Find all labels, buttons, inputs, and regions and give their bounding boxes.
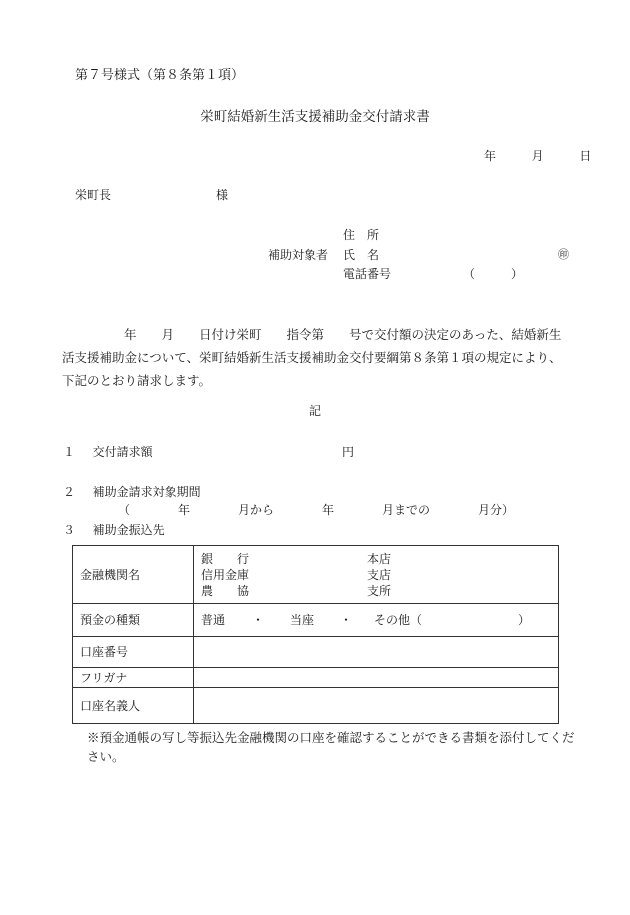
deposit-ordinary: 普通 (201, 613, 226, 627)
deposit-other: その他（ (374, 613, 423, 627)
item-3 (63, 524, 165, 536)
institution-branch-bank: 本店 (367, 551, 392, 566)
deposit-dot-1: ・ (252, 613, 265, 627)
furigana-cell (194, 668, 559, 688)
document-title: 栄町結婚新生活支援補助金交付請求書 (200, 109, 430, 125)
deposit-dot-2: ・ (340, 613, 353, 627)
seal-mark: ㊞ (558, 248, 569, 261)
institution-branch-nokyo: 支所 (367, 583, 392, 598)
applicant-label: 補助対象者 (268, 248, 329, 262)
bank-transfer-table (72, 545, 559, 724)
furigana-row (73, 668, 559, 688)
institution-branch-shinkin: 支店 (367, 567, 392, 582)
body-line-1: 年 月 日付け栄町 指令第 号で交付額の決定のあった、結婚新生 (124, 327, 562, 342)
address-label: 住 所 (343, 228, 380, 242)
date-day: 日 (579, 149, 592, 163)
addressee-honorific: 様 (216, 188, 229, 202)
holder-row (73, 688, 559, 724)
institution-bank (201, 551, 558, 567)
institution-shinkin (201, 567, 558, 583)
request-body (62, 323, 582, 392)
deposit-current: 当座 (290, 613, 315, 627)
furigana-label: フリガナ (73, 668, 194, 688)
addressee-name: 栄町長 (75, 188, 112, 202)
name-label: 氏 名 (343, 248, 380, 262)
phone-paren: （ ） (463, 267, 524, 281)
form-number: 第７号様式（第８条第１項） (75, 68, 245, 83)
institution-type-nokyo: 農 協 (201, 583, 250, 598)
addressee (75, 188, 229, 202)
item-3-number: ３ (63, 523, 76, 537)
account-number-label: 口座番号 (73, 637, 194, 668)
ki-heading: 記 (308, 404, 321, 418)
institution-type-shinkin: 信用金庫 (201, 567, 250, 582)
deposit-row (73, 604, 559, 637)
account-number-row (73, 637, 559, 668)
date-year: 年 (484, 149, 497, 163)
deposit-cell (194, 604, 559, 637)
item-2 (63, 486, 201, 498)
institution-nokyo (201, 583, 558, 599)
date-month: 月 (531, 149, 544, 163)
item-1-label: 交付請求額 (92, 445, 153, 459)
institution-cell (194, 546, 559, 604)
item-1 (63, 446, 153, 458)
deposit-label: 預金の種類 (73, 604, 194, 637)
item-2-label: 補助金請求対象期間 (92, 485, 201, 499)
institution-label: 金融機関名 (73, 546, 194, 604)
institution-type-bank: 銀 行 (201, 551, 250, 566)
item-1-unit: 円 (342, 445, 355, 459)
item-2-number: ２ (63, 485, 76, 499)
body-line-2: 活支援補助金について、栄町結婚新生活支援補助金交付要綱第８条第１項の規定により、 (62, 350, 562, 365)
date-line (484, 150, 591, 162)
institution-row (73, 546, 559, 604)
item-3-label: 補助金振込先 (92, 523, 165, 537)
deposit-close: ） (518, 613, 531, 627)
holder-label: 口座名義人 (73, 688, 194, 724)
item-1-number: １ (63, 445, 76, 459)
phone-label: 電話番号 (343, 267, 392, 281)
item-2-period: （ 年 月から 年 月までの 月分） (118, 503, 515, 517)
body-line-3: 下記のとおり請求します。 (62, 373, 212, 388)
holder-cell (194, 688, 559, 724)
account-number-cell (194, 637, 559, 668)
attachment-note: ※預金通帳の写し等振込先金融機関の口座を確認することができる書類を添付してください。 (87, 730, 575, 764)
